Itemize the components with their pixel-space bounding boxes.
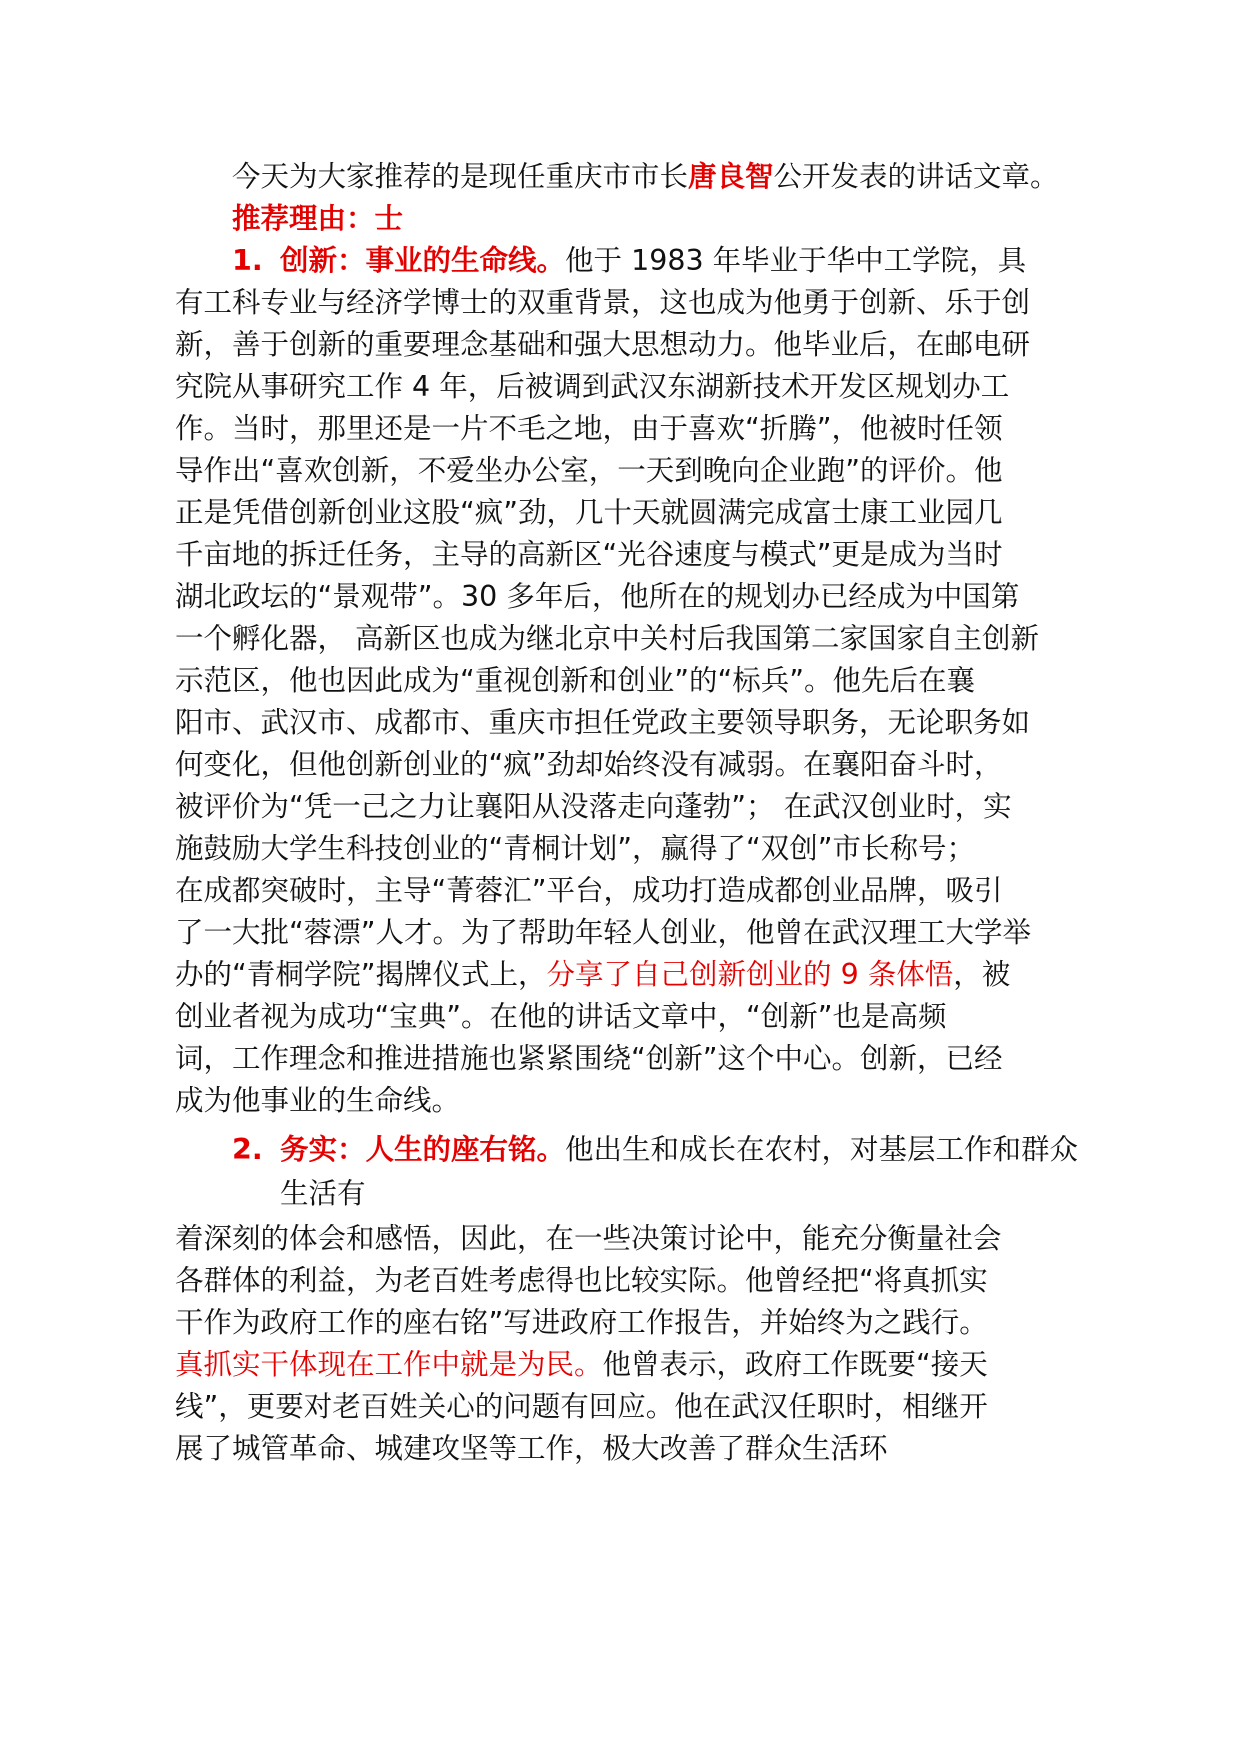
item2-after-red: 他曾表示，政府工作既要“接天 <box>602 1348 988 1381</box>
item1-line: 在成都突破时，主导“菁蓉汇”平台，成功打造成都创业品牌，吸引 <box>175 874 1003 907</box>
item1-line: 新，善于创新的重要理念基础和强大思想动力。他毕业后，在邮电研 <box>175 328 1031 361</box>
item1-line: 被评价为“凭一己之力让襄阳从没落走向蓬勃”； 在武汉创业时，实 <box>175 790 1012 823</box>
item1-title: 创新：事业的生命线。 <box>280 244 566 277</box>
item1-tail-line: 词，工作理念和推进措施也紧紧围绕“创新”这个中心。创新，已经 <box>175 1042 1003 1075</box>
item1-tail-line: 成为他事业的生命线。 <box>175 1084 461 1117</box>
item2-title: 务实：人生的座右铭。 <box>280 1133 566 1166</box>
item1-line: 示范区，他也因此成为“重视创新和创业”的“标兵”。他先后在襄 <box>175 664 976 697</box>
mayor-name: 唐良智 <box>688 160 774 193</box>
line18-before: 办的“青桐学院”揭牌仪式上， <box>175 958 547 991</box>
item1-line: 究院从事研究工作 4 年，后被调到武汉东湖新技术开发区规划办工 <box>175 370 1010 403</box>
item1-highlight-line <box>175 954 1010 995</box>
line18-red-phrase: 分享了自己创新创业的 9 条体悟 <box>546 958 954 991</box>
item1-number: 1. <box>232 244 263 277</box>
item1-line: 有工科专业与经济学博士的双重背景，这也成为他勇于创新、乐于创 <box>175 286 1031 319</box>
item1-line: 了一大批“蓉漂”人才。为了帮助年轻人创业，他曾在武汉理工大学举 <box>175 916 1032 949</box>
item2-line: 干作为政府工作的座右铭”写进政府工作报告，并始终为之践行。 <box>175 1306 988 1339</box>
item2-red-sentence: 真抓实干体现在工作中就是为民。 <box>175 1348 603 1381</box>
intro-before: 今天为大家推荐的是现任重庆市市长 <box>232 160 689 193</box>
line18-after: ，被 <box>953 958 1011 991</box>
item1-tail-line: 创业者视为成功“宝典”。在他的讲话文章中，“创新”也是高频 <box>175 1000 947 1033</box>
item1-line: 导作出“喜欢创新，不爱坐办公室，一天到晚向企业跑”的评价。他 <box>175 454 1003 487</box>
item2-line: 各群体的利益，为老百姓考虑得也比较实际。他曾经把“将真抓实 <box>175 1264 988 1297</box>
item1-line: 何变化，但他创新创业的“疯”劲却始终没有减弱。在襄阳奋斗时， <box>175 748 1003 781</box>
item2-line: 着深刻的体会和感悟，因此，在一些决策讨论中，能充分衡量社会 <box>175 1222 1002 1255</box>
item2-second-line: 生活有 <box>280 1177 366 1210</box>
item1-first-line <box>280 240 1026 281</box>
item2-highlight-line <box>175 1344 988 1385</box>
item2-first-text: 他出生和成长在农村，对基层工作和群众 <box>565 1133 1079 1166</box>
item1-line: 施鼓励大学生科技创业的“青桐计划”，赢得了“双创”市长称号； <box>175 832 976 865</box>
reason-heading: 推荐理由：士 <box>232 202 404 235</box>
item2-tail-line: 展了城管革命、城建攻坚等工作，极大改善了群众生活环 <box>175 1432 888 1465</box>
intro-line <box>232 156 1059 197</box>
item1-line: 阳市、武汉市、成都市、重庆市担任党政主要领导职务，无论职务如 <box>175 706 1031 739</box>
item2-tail-line: 线”，更要对老百姓关心的问题有回应。他在武汉任职时，相继开 <box>175 1390 988 1423</box>
item1-line: 一个孵化器， 高新区也成为继北京中关村后我国第二家国家自主创新 <box>175 622 1040 655</box>
item2-number: 2. <box>232 1133 263 1166</box>
item1-line: 作。当时，那里还是一片不毛之地，由于喜欢“折腾”，他被时任领 <box>175 412 1003 445</box>
item1-line: 正是凭借创新创业这股“疯”劲，几十天就圆满完成富士康工业园几 <box>175 496 1003 529</box>
item1-line-0: 他于 1983 年毕业于华中工学院，具 <box>565 244 1027 277</box>
item1-line: 千亩地的拆迁任务，主导的高新区“光谷速度与模式”更是成为当时 <box>175 538 1003 571</box>
item1-line: 湖北政坛的“景观带”。30 多年后，他所在的规划办已经成为中国第 <box>175 580 1020 613</box>
intro-after: 公开发表的讲话文章。 <box>773 160 1059 193</box>
item2-first-line <box>280 1129 1078 1170</box>
